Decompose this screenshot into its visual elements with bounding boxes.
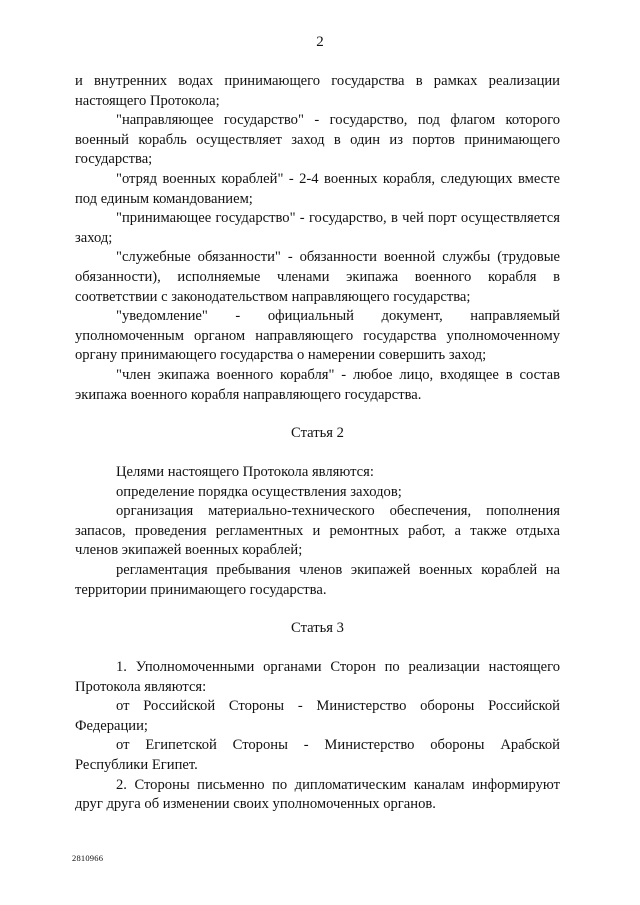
paragraph: "уведомление" - официальный документ, направляемый уполномоченным органом направляющего государства уполномоченному органу принимающего государства о намерении совершить заход; (75, 308, 560, 364)
paragraph: регламентация пребывания членов экипажей военных кораблей на территории принимающего государства. (75, 561, 560, 598)
paragraph: Целями настоящего Протокола являются: (116, 464, 374, 480)
paragraph: "направляющее государство" - государство, под флагом которого военный корабль осуществляет заход в один из портов принимающего государства; (75, 112, 560, 168)
article-2-block (75, 463, 560, 600)
paragraph: и внутренних водах принимающего государства в рамках реализации настоящего Протокола; (75, 73, 560, 109)
paragraph: "служебные обязанности" - обязанности военной службы (трудовые обязанности), исполняемые членами экипажа военного корабля в соответствии с законодательством направляющего государства; (75, 249, 560, 305)
article-3-block (75, 658, 560, 815)
definitions-block (75, 72, 560, 405)
paragraph: "принимающее государство" - государство, в чей порт осуществляется заход; (75, 210, 560, 246)
article-2-heading: Статья 2 (291, 425, 344, 441)
paragraph: "отряд военных кораблей" - 2-4 военных корабля, следующих вместе под единым командованием; (75, 170, 560, 207)
paragraph: определение порядка осуществления заходов; (116, 483, 402, 500)
page-number: 2 (316, 34, 324, 50)
paragraph: организация материально-технического обеспечения, пополнения запасов, проведения регламентных и ремонтных работ, а также отдыха членов экипажей военных кораблей; (75, 503, 560, 559)
paragraph: 1. Уполномоченными органами Сторон по реализации настоящего Протокола являются: (75, 659, 560, 695)
paragraph: от Российской Стороны - Министерство обороны Российской Федерации; (75, 698, 560, 734)
article-3-heading: Статья 3 (291, 620, 344, 636)
paragraph: "член экипажа военного корабля" - любое лицо, входящее в состав экипажа военного корабля направляющего государства. (75, 366, 560, 403)
document-code: 2810966 (72, 853, 104, 863)
paragraph: от Египетской Стороны - Министерство обороны Арабской Республики Египет. (75, 737, 560, 773)
paragraph: 2. Стороны письменно по дипломатическим каналам информируют друг друга об изменении своих уполномоченных органов. (75, 776, 560, 813)
